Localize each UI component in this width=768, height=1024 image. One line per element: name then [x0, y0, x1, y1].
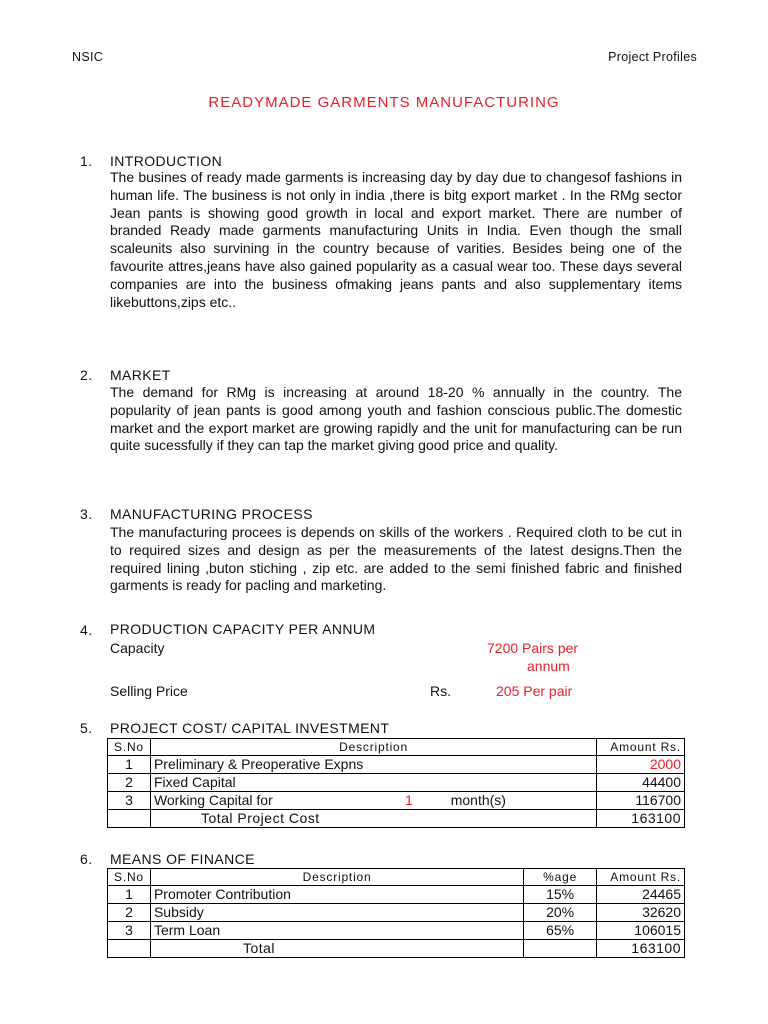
total-project-cost-label: Total Project Cost	[150, 810, 596, 828]
cell-sno: 2	[108, 904, 151, 922]
cell-description: Term Loan	[150, 922, 523, 940]
cell-sno: 3	[108, 792, 151, 810]
working-capital-months-label: month(s)	[450, 792, 506, 808]
table-header-sno: S.No	[108, 869, 151, 886]
cell-amount: 2000	[597, 756, 685, 774]
cell-sno: 1	[108, 756, 151, 774]
table-header-sno: S.No	[108, 739, 151, 756]
section-4-heading: PRODUCTION CAPACITY PER ANNUM	[110, 621, 376, 637]
cell-description: Preliminary & Preoperative Expns	[150, 756, 596, 774]
section-3-heading: MANUFACTURING PROCESS	[110, 506, 313, 522]
table-total-row	[108, 810, 685, 828]
section-3-number: 3.	[80, 506, 93, 522]
section-1-number: 1.	[80, 153, 93, 169]
section-4-number: 4.	[80, 622, 93, 638]
page-title: READYMADE GARMENTS MANUFACTURING	[208, 94, 560, 111]
table-row	[108, 774, 685, 792]
cell-description	[150, 792, 596, 810]
table-row	[108, 922, 685, 940]
table-row	[108, 756, 685, 774]
capacity-value: 7200 Pairs per	[487, 640, 579, 656]
cell-percentage: 65%	[524, 922, 597, 940]
section-1-body: The busines of ready made garments is increasing day by day due to changesof fashions in human life. The business is not only in india ,there is bitg export market . In the RMg sector Jean pants is showing good growth in local and export market. There are number of branded Ready made garments manufacturing Units in India. Even though the small scaleunits also survining in the country because of varities. Besides being one of the favourite attres,jeans have also gained popularity as a casual wear too. These days several companies are into the business ofmaking jeans pants and also supplementary items likebuttons,zips etc..	[110, 169, 682, 310]
table-row	[108, 904, 685, 922]
table-row	[108, 886, 685, 904]
cell-description: Promoter Contribution	[150, 886, 523, 904]
working-capital-label: Working Capital for	[153, 792, 273, 808]
selling-price-label: Selling Price	[110, 683, 188, 699]
cell-description: Subsidy	[150, 904, 523, 922]
section-5-number: 5.	[80, 720, 93, 736]
section-3-body: The manufacturing procees is depends on skills of the workers . Required cloth to be cut in to required sizes and design as per the measurements of the latest designs.Then the required lining ,buton stiching , zip etc. are added to the semi finished fabric and finished garments is ready for pacling and marketing.	[110, 524, 682, 594]
cell-sno: 1	[108, 886, 151, 904]
cell-description: Fixed Capital	[150, 774, 596, 792]
section-1-heading: INTRODUCTION	[110, 153, 223, 169]
section-2-heading: MARKET	[110, 367, 171, 383]
cell-percentage: 15%	[524, 886, 597, 904]
section-2-body: The demand for RMg is increasing at around 18-20 % annually in the country. The popularity of jean pants is good among youth and fashion conscious public.The domestic market and the export market are growing rapidly and the unit for manufacturing can be run quite sucessfully if they can tap the market giving good price and quality.	[110, 384, 682, 454]
table-total-row	[108, 940, 685, 958]
cell-sno: 2	[108, 774, 151, 792]
cell-percentage: 20%	[524, 904, 597, 922]
working-capital-months: 1	[404, 792, 413, 808]
cell-amount: 32620	[597, 904, 685, 922]
capacity-unit: annum	[527, 658, 570, 674]
table-header-amount: Amount Rs.	[597, 739, 685, 756]
table-header-description: Description	[150, 739, 596, 756]
section-6-number: 6.	[80, 851, 93, 867]
cell-amount: 106015	[597, 922, 685, 940]
project-cost-table	[107, 738, 685, 828]
capacity-label: Capacity	[110, 640, 165, 656]
table-header-description: Description	[150, 869, 523, 886]
table-row	[108, 792, 685, 810]
section-2-number: 2.	[80, 367, 93, 383]
section-5-heading: PROJECT COST/ CAPITAL INVESTMENT	[110, 720, 390, 736]
cell-sno: 3	[108, 922, 151, 940]
cell-amount: 24465	[597, 886, 685, 904]
table-header-percentage: %age	[524, 869, 597, 886]
finance-total-amount: 163100	[597, 940, 685, 958]
total-project-cost-amount: 163100	[597, 810, 685, 828]
header-left: NSIC	[72, 50, 104, 64]
section-6-heading: MEANS OF FINANCE	[110, 851, 255, 867]
selling-price-value: 205 Per pair	[496, 683, 573, 699]
means-of-finance-table	[107, 868, 685, 958]
selling-price-currency: Rs.	[430, 683, 451, 699]
header-right: Project Profiles	[608, 50, 697, 64]
table-header-amount: Amount Rs.	[597, 869, 685, 886]
cell-amount: 44400	[597, 774, 685, 792]
finance-total-label: Total	[150, 940, 523, 958]
cell-amount: 116700	[597, 792, 685, 810]
